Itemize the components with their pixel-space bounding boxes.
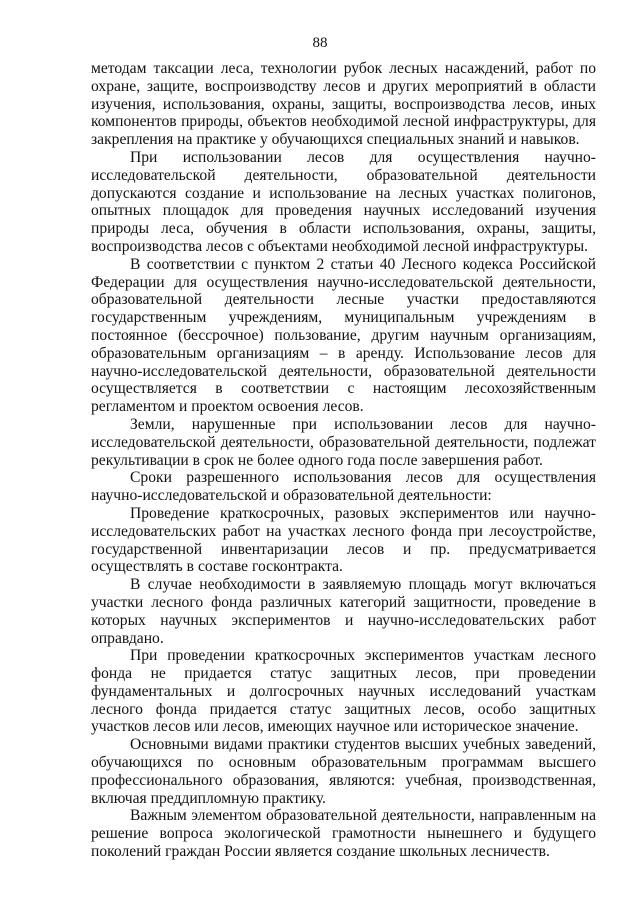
paragraph-1: методам таксации леса, технологии рубок лесных насаждений, работ по охране, защите, воспроизводству лесов и других мероприятий в области изучения, использования, охраны, защиты, воспроизводства лесов, иных компонентов природы, объектов необходимой лесной инфраструктуры, для закрепления на практике у обучающихся специальных знаний и навыков. xyxy=(91,60,596,149)
paragraph-5: Сроки разрешенного использования лесов для осуществления научно-исследовательской и образовательной деятельности: xyxy=(91,469,596,505)
paragraph-3: В соответствии с пунктом 2 статьи 40 Лесного кодекса Российской Федерации для осуществления научно-исследовательской деятельности, образовательной деятельности лесные участки предоставляются государственным учреждениям, муниципальным учреждениям в постоянное (бессрочное) пользование, другим научным организациям, образовательным организациям – в аренду. Использование лесов для научно-исследовательской деятельности, образовательной деятельности осуществляется в соответствии с настоящим лесохозяйственным регламентом и проектом освоения лесов. xyxy=(91,255,596,416)
paragraph-4: Земли, нарушенные при использовании лесов для научно-исследовательской деятельности, образовательной деятельности, подлежат рекультивации в срок не более одного года после завершения работ. xyxy=(91,415,596,469)
paragraph-8: При проведении краткосрочных экспериментов участкам лесного фонда не придается статус защитных лесов, при проведении фундаментальных и долгосрочных научных исследований участкам лесного фонда придается статус защитных лесов, особо защитных участков лесов или лесов, имеющих научное или историческое значение. xyxy=(91,647,596,736)
paragraph-6: Проведение краткосрочных, разовых экспериментов или научно-исследовательских работ на участках лесного фонда при лесоустройстве, государственной инвентаризации лесов и пр. предусматривается осуществлять в составе госконтракта. xyxy=(91,504,596,576)
paragraph-10: Важным элементом образовательной деятельности, направленным на решение вопроса экологической грамотности нынешнего и будущего поколений граждан России является создание школьных лесничеств. xyxy=(91,807,596,861)
paragraph-9: Основными видами практики студентов высших учебных заведений, обучающихся по основным образовательным программам высшего профессионального образования, являются: учебная, производственная, включая преддипломную практику. xyxy=(91,736,596,807)
paragraph-7: В случае необходимости в заявляемую площадь могут включаться участки лесного фонда различных категорий защитности, проведение в которых научных экспериментов и научно-исследовательских работ оправдано. xyxy=(91,576,596,647)
page-number: 88 xyxy=(312,35,328,51)
paragraph-2: При использовании лесов для осуществления научно-исследовательской деятельности, образовательной деятельности допускаются создание и использование на лесных участках полигонов, опытных площадок для проведения научных исследований изучения природы леса, обучения в области использования, охраны, защиты, воспроизводства лесов с объектами необходимой лесной инфраструктуры. xyxy=(91,148,596,255)
document-body xyxy=(91,60,596,861)
